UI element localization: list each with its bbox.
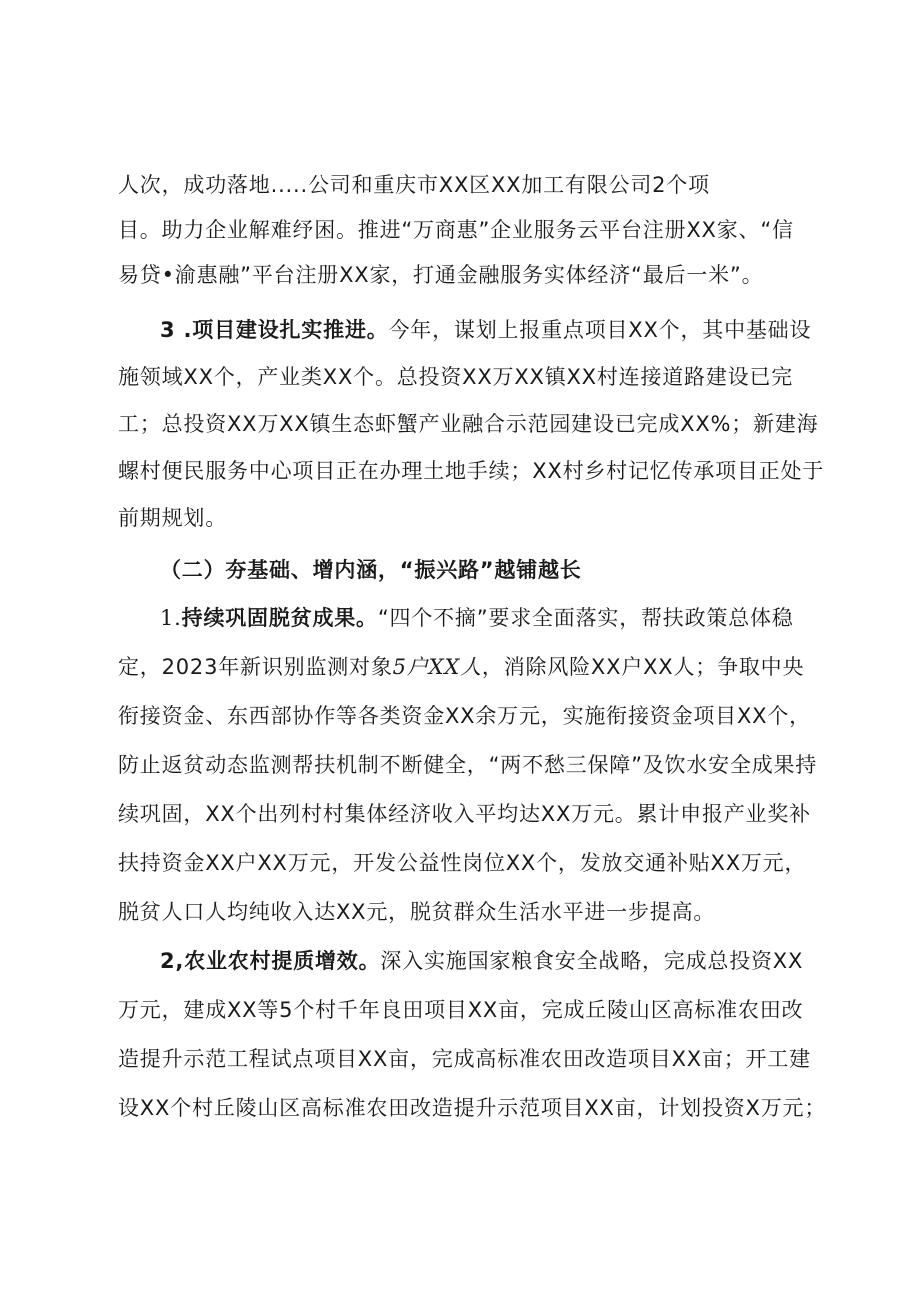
p3-line-2: [118, 652, 818, 682]
p1-line-1: 人次，成功落地.....公司和重庆市XX区XX加工有限公司2个项: [118, 173, 710, 197]
p2-line-1-rest: 今年，谋划上报重点项目XX个，其中基础设: [388, 318, 812, 342]
p3-line-4: 防止返贫动态监测帮扶机制不断健全，“两不愁三保障”及饮水安全成果持: [118, 753, 818, 777]
p2-line-4: 螺村便民服务中心项目正在办理土地手续；XX村乡村记忆传承项目正处于: [118, 459, 825, 483]
p4-line-3: 造提升示范工程试点项目XX亩，完成高标准农田改造项目XX亩；开工建: [118, 1047, 811, 1071]
p3-title: 持续巩固脱贫成果。: [181, 606, 378, 630]
p3-line-5: 续巩固，XX个出列村村集体经济收入平均达XX万元。累计申报产业奖补: [118, 802, 811, 826]
p3-line-6: 扶持资金XX户XX万元，开发公益性岗位XX个，发放交通补贴XX万元，: [118, 851, 807, 875]
p4-line-1-rest: 深入实施国家粮食安全战略，完成总投资XX: [380, 949, 804, 973]
p3-line-2-italic: 5户XX人: [392, 655, 482, 679]
p2-line-3: 工；总投资XX万XX镇生态虾蟹产业融合示范园建设已完成XX%；新建海: [118, 412, 819, 436]
p4-line-2: 万元，建成XX等5个村千年良田项目XX亩，完成丘陵山区高标准农田改: [118, 998, 804, 1022]
p2-line-1: [160, 315, 860, 345]
p3-line-1: [160, 603, 860, 633]
p2-line-5: 前期规划。: [118, 506, 227, 530]
p3-line-2-a: 定，2023年新识别监测对象: [118, 655, 393, 679]
p3-line-2-b: ，消除风险XX户XX人；争取中央: [481, 655, 805, 679]
p3-line-1-rest: “四个不摘”要求全面落实，帮扶政策总体稳: [377, 606, 794, 630]
p4-title: 2,农业农村提质增效。: [160, 949, 381, 973]
p3-line-7: 脱贫人口人均纯收入达XX元，脱贫群众生活水平进一步提高。: [118, 900, 716, 924]
p1-line-2: 目。助力企业解难纾困。推进“万商惠”企业服务云平台注册XX家、“信: [118, 218, 794, 242]
p2-line-2: 施领域XX个，产业类XX个。总投资XX万XX镇XX村连接道路建设已完: [118, 365, 794, 389]
p1-line-3: 易贷•渝惠融”平台注册XX家，打通金融服务实体经济“最后一米”。: [118, 263, 764, 287]
p2-title: 3 .项目建设扎实推进。: [160, 318, 389, 342]
p4-line-1: [160, 946, 860, 976]
p3-number: 1.: [160, 606, 182, 630]
p4-line-4: 设XX个村丘陵山区高标准农田改造提升示范项目XX亩，计划投资X万元；: [118, 1096, 827, 1120]
p3-line-3: 衔接资金、东西部协作等各类资金XX余万元，实施衔接资金项目XX个，: [118, 704, 811, 728]
section-heading-2: （二）夯基础、增内涵，“振兴路”越铺越长: [160, 558, 582, 582]
